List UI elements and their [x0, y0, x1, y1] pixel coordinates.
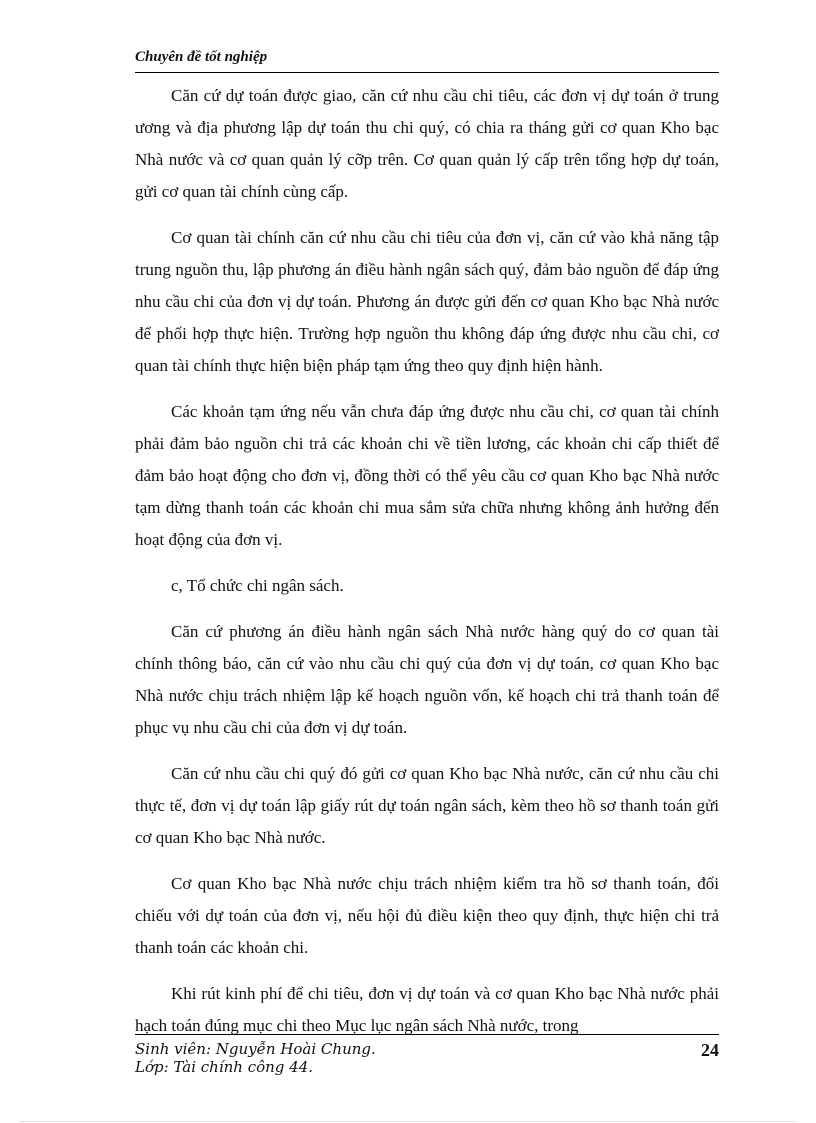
footer-student-name: Sinh viên: Nguyễn Hoài Chung. [135, 1040, 376, 1058]
footer-divider [135, 1034, 719, 1035]
page-number: 24 [701, 1040, 719, 1060]
page-bottom-border [20, 1121, 796, 1122]
running-header-title: Chuyên đề tốt nghiệp [135, 49, 268, 65]
paragraph-finance-agency: Cơ quan tài chính căn cứ nhu cầu chi tiêu của đơn vị, căn cứ vào khả năng tập trung nguồn thu, lập phương án điều hành ngân sách quý, đảm bảo nguồn để đáp ứng nhu cầu chi của đơn vị dự toán. Phương án được gửi đến cơ quan Kho bạc Nhà nước để phối hợp thực hiện. Trường hợp nguồn thu không đáp ứng được nhu cầu chi, cơ quan tài chính thực hiện biện pháp tạm ứng theo quy định hiện hành. [135, 228, 719, 375]
paragraph-treasury-plan: Căn cứ phương án điều hành ngân sách Nhà nước hàng quý do cơ quan tài chính thông báo, căn cứ vào nhu cầu chi quý của đơn vị dự toán, cơ quan Kho bạc Nhà nước chịu trách nhiệm lập kế hoạch nguồn vốn, kế hoạch chi trả thanh toán để phục vụ nhu cầu chi của đơn vị dự toán. [135, 622, 719, 737]
document-body [135, 80, 719, 1042]
footer-class-name: Lớp: Tài chính công 44. [135, 1058, 314, 1076]
paragraph-accounting: Khi rút kinh phí để chi tiêu, đơn vị dự toán và cơ quan Kho bạc Nhà nước phải hạch toán đúng mục chi theo Mục lục ngân sách Nhà nước, trong [135, 984, 719, 1035]
paragraph-advances: Các khoản tạm ứng nếu vẫn chưa đáp ứng được nhu cầu chi, cơ quan tài chính phải đảm bảo nguồn chi trả các khoản chi về tiền lương, các khoản chi cấp thiết để đảm bảo hoạt động cho đơn vị, đồng thời có thể yêu cầu cơ quan Kho bạc Nhà nước tạm dừng thanh toán các khoản chi mua sắm sửa chữa nhưng không ảnh hưởng đến hoạt động của đơn vị. [135, 402, 719, 549]
paragraph-withdrawal: Căn cứ nhu cầu chi quý đó gửi cơ quan Kho bạc Nhà nước, căn cứ nhu cầu chi thực tế, đơn vị dự toán lập giấy rút dự toán ngân sách, kèm theo hồ sơ thanh toán gửi cơ quan Kho bạc Nhà nước. [135, 764, 719, 847]
section-heading-budget-spending: c, Tổ chức chi ngân sách. [171, 576, 344, 595]
paragraph-treasury-check: Cơ quan Kho bạc Nhà nước chịu trách nhiệm kiểm tra hồ sơ thanh toán, đối chiếu với dự toán của đơn vị, nếu hội đủ điều kiện theo quy định, thực hiện chi trả thanh toán các khoản chi. [135, 874, 719, 957]
header-divider [135, 72, 719, 73]
paragraph-budget-planning: Căn cứ dự toán được giao, căn cứ nhu cầu chi tiêu, các đơn vị dự toán ở trung ương và địa phương lập dự toán thu chi quý, có chia ra tháng gửi cơ quan Kho bạc Nhà nước và cơ quan quản lý cỡp trên. Cơ quan quản lý cấp trên tổng hợp dự toán, gửi cơ quan tài chính cùng cấp. [135, 86, 719, 201]
